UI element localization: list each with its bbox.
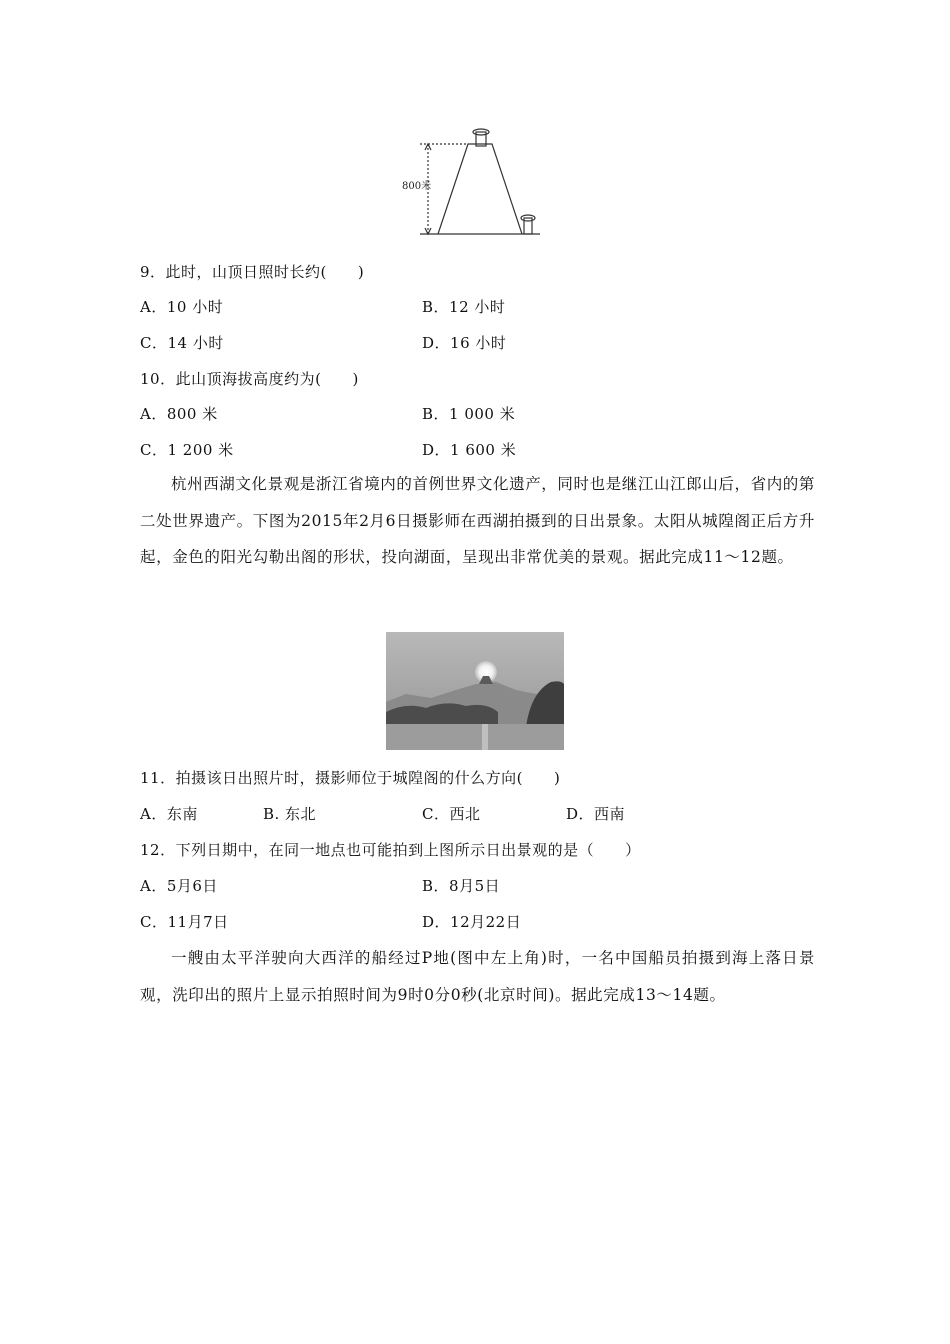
passage-west-lake: 杭州西湖文化景观是浙江省境内的首例世界文化遗产，同时也是继江山江郎山后，省内的第二处世界遗产。下图为2015年2月6日摄影师在西湖拍摄到的日出景象。太阳从城隍阁正后方升起，金色的阳光勾勒出阁的形状，投向湖面，呈现出非常优美的景观。据此完成11～12题。 bbox=[140, 475, 816, 566]
q12-option-a: A．5月6日 bbox=[140, 877, 218, 895]
q10-option-b: B．1 000 米 bbox=[422, 405, 516, 423]
q9-option-a: A．10 小时 bbox=[140, 298, 224, 316]
mountain-outline bbox=[438, 144, 522, 234]
q11-option-c: C．西北 bbox=[422, 805, 481, 823]
passage-ship: 一艘由太平洋驶向大西洋的船经过P地(图中左上角)时，一名中国船员拍摄到海上落日景观，洗印出的照片上显示拍照时间为9时0分0秒(北京时间)。据此完成13～14题。 bbox=[140, 949, 815, 1004]
q12-option-d: D．12月22日 bbox=[422, 913, 522, 931]
mountain-diagram bbox=[400, 122, 550, 240]
q12-option-c: C．11月7日 bbox=[140, 913, 229, 931]
q11-stem: 11．拍摄该日出照片时，摄影师位于城隍阁的什么方向( ) bbox=[140, 769, 561, 787]
q11-option-b: B. 东北 bbox=[263, 805, 317, 823]
q10-option-a: A．800 米 bbox=[140, 405, 218, 423]
sunrise-photo bbox=[386, 632, 564, 750]
q12-option-b: B．8月5日 bbox=[422, 877, 501, 895]
q9-stem: 9．此时，山顶日照时长约( ) bbox=[140, 263, 365, 281]
height-label: 800米 bbox=[402, 181, 432, 192]
q12-stem: 12．下列日期中，在同一地点也可能拍到上图所示日出景观的是（ ） bbox=[140, 841, 641, 859]
q10-stem: 10．此山顶海拔高度约为( ) bbox=[140, 370, 359, 388]
q9-option-c: C．14 小时 bbox=[140, 334, 224, 352]
q10-option-c: C．1 200 米 bbox=[140, 441, 234, 459]
q11-option-d: D．西南 bbox=[566, 805, 626, 823]
q10-option-d: D．1 600 米 bbox=[422, 441, 517, 459]
q11-option-a: A．东南 bbox=[140, 805, 198, 823]
q9-option-b: B．12 小时 bbox=[422, 298, 506, 316]
q9-option-d: D．16 小时 bbox=[422, 334, 507, 352]
